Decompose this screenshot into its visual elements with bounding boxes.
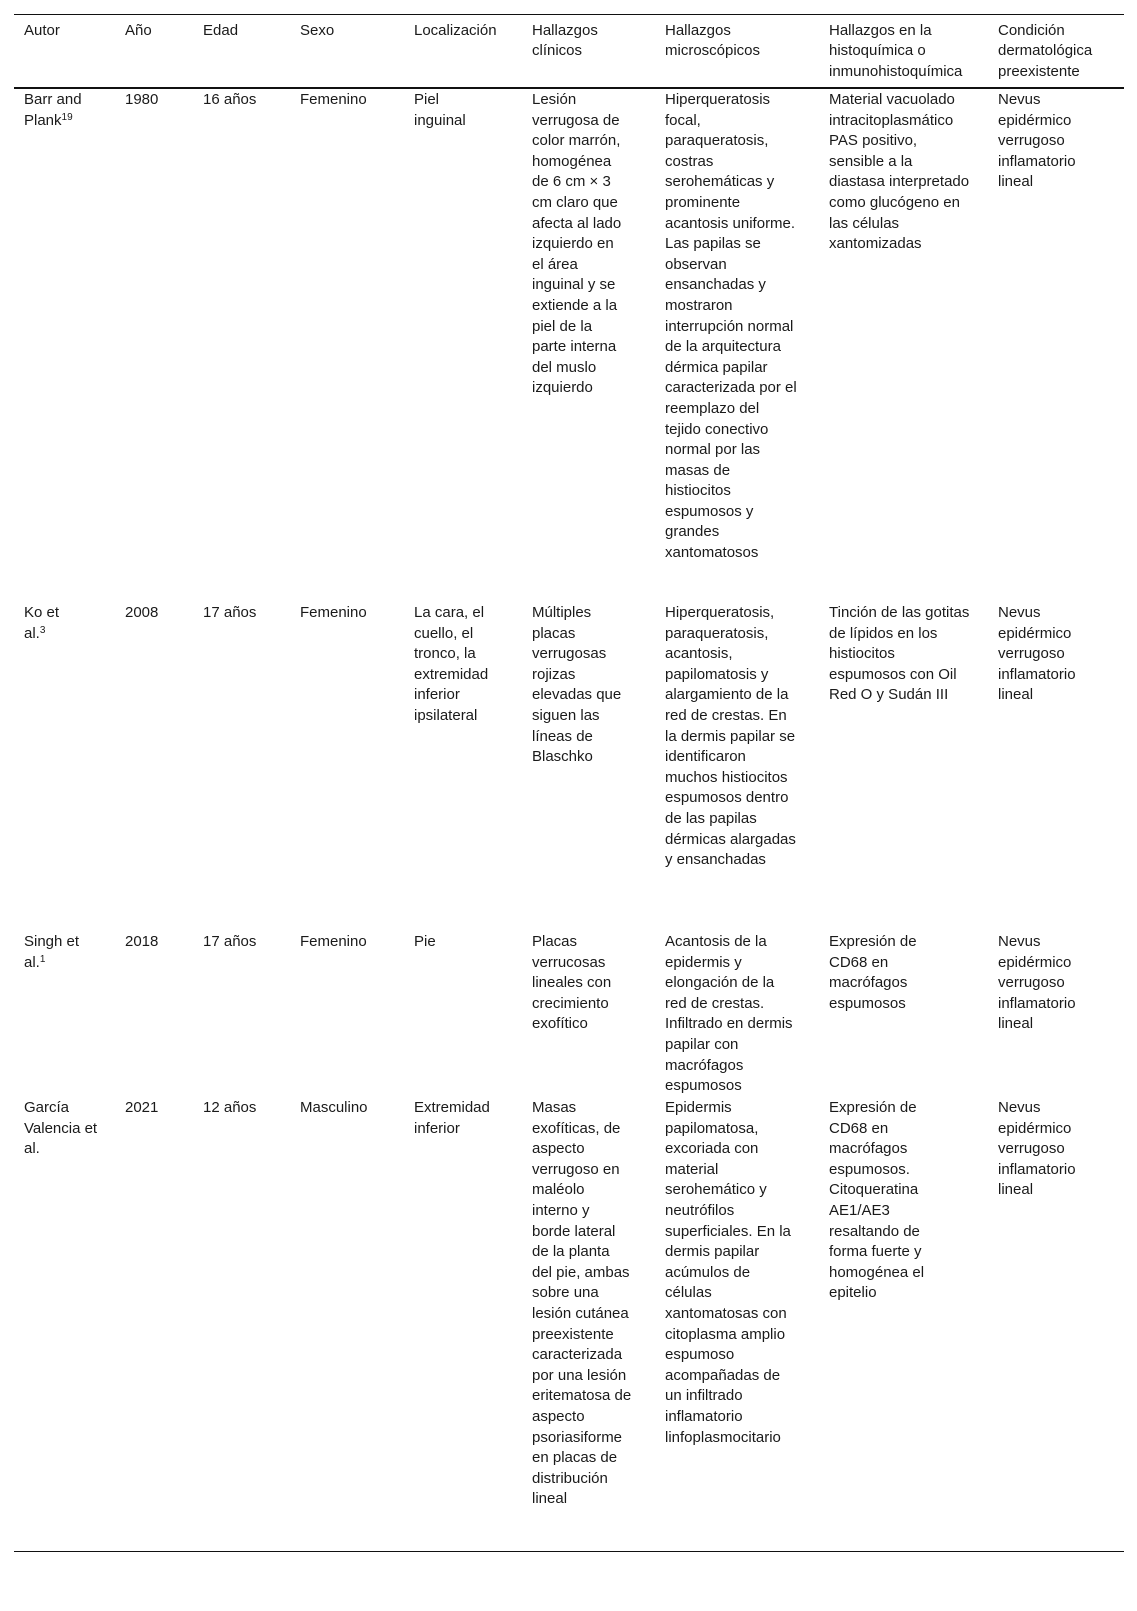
cell-ano: 2018: [125, 933, 159, 950]
cell-sexo: Femenino: [300, 91, 367, 108]
cell-hallazgos-histoquimica: Expresión de CD68 en macrófagos espumosos: [829, 933, 917, 1012]
header-localizacion: Localización: [414, 22, 497, 39]
cell-hallazgos-clinicos: Lesión verrugosa de color marrón, homogénea de 6 cm × 3 cm claro que afecta al lado izquierdo en el área inguinal y se extiende a la piel de la parte interna del muslo izquierdo: [532, 91, 622, 397]
header-condicion-preexistente: Condición dermatológica preexistente: [998, 22, 1093, 80]
cell-localizacion: Pie: [414, 933, 436, 950]
cell-sexo: Femenino: [300, 933, 367, 950]
cell-autor: [24, 603, 84, 644]
header-hallazgos-clinicos: Hallazgos clínicos: [532, 22, 598, 60]
author-name: Ko et al.: [24, 604, 60, 642]
cell-autor: [24, 1098, 104, 1160]
cell-hallazgos-microscopicos: Hiperqueratosis focal, paraqueratosis, costras serohemáticas y prominente acantosis uniforme. Las papilas se observan ensanchadas y mostraron interrupción normal de la arquitectura dérmica papilar caracterizada por el reemplazo del tejido conectivo normal por las masas de histiocitos espumosos y grandes xantomatosos: [665, 91, 797, 562]
header-autor: Autor: [24, 22, 60, 39]
cell-ano: 2021: [125, 1099, 159, 1116]
cell-sexo: Masculino: [300, 1099, 368, 1116]
cell-hallazgos-microscopicos: Acantosis de la epidermis y elongación de la red de crestas. Infiltrado en dermis papilar con macrófagos espumosos: [665, 933, 793, 1095]
cell-edad: 17 años: [203, 933, 257, 950]
cell-hallazgos-clinicos: Múltiples placas verrugosas rojizas elevadas que siguen las líneas de Blaschko: [532, 604, 622, 766]
cell-edad: 17 años: [203, 604, 257, 621]
cell-hallazgos-microscopicos: Hiperqueratosis, paraqueratosis, acantosis, papilomatosis y alargamiento de la red de crestas. En la dermis papilar se identificaron muchos histiocitos espumosos dentro de las papilas dérmicas alargadas y ensanchadas: [665, 604, 796, 869]
cell-hallazgos-clinicos: Placas verrucosas lineales con crecimiento exofítico: [532, 933, 612, 1033]
header-sexo: Sexo: [300, 22, 335, 39]
cell-edad: 16 años: [203, 91, 257, 108]
cell-hallazgos-microscopicos: Epidermis papilomatosa, excoriada con material serohemático y neutrófilos superficiales. En la dermis papilar acúmulos de células xantomatosas con citoplasma amplio espumoso acompañadas de un infiltrado inflamatorio linfoplasmocitario: [665, 1099, 791, 1446]
cell-localizacion: La cara, el cuello, el tronco, la extremidad inferior ipsilateral: [414, 604, 489, 724]
cell-hallazgos-histoquimica: Expresión de CD68 en macrófagos espumosos. Citoqueratina AE1/AE3 resaltando de forma fuerte y homogénea el epitelio: [829, 1099, 925, 1302]
cell-hallazgos-histoquimica: Tinción de las gotitas de lípidos en los histiocitos espumosos con Oil Red O y Sudán III: [829, 604, 970, 704]
cell-autor: [24, 90, 104, 131]
table-bottom-rule: [14, 1551, 1124, 1552]
header-edad: Edad: [203, 22, 239, 39]
cell-sexo: Femenino: [300, 604, 367, 621]
cell-condicion: Nevus epidérmico verrugoso inflamatorio lineal: [998, 1099, 1076, 1199]
cell-hallazgos-clinicos: Masas exofíticas, de aspecto verrugoso en maléolo interno y borde lateral de la planta del pie, ambas sobre una lesión cutánea preexistente caracterizada por una lesión eritematosa de aspecto psoriasiforme en placas de distribución lineal: [532, 1099, 632, 1508]
table-header-rule: [14, 87, 1124, 89]
reference-number: 1: [39, 953, 46, 965]
header-hallazgos-histoquimica: Hallazgos en la histoquímica o inmunohistoquímica: [829, 22, 963, 80]
cell-condicion: Nevus epidérmico verrugoso inflamatorio lineal: [998, 933, 1076, 1033]
cell-edad: 12 años: [203, 1099, 257, 1116]
table-header-row: [14, 14, 1124, 87]
reference-number: 3: [39, 624, 46, 636]
reference-number: 19: [61, 111, 73, 123]
cell-localizacion: Piel inguinal: [414, 91, 466, 129]
cell-autor: [24, 932, 99, 973]
cell-condicion: Nevus epidérmico verrugoso inflamatorio lineal: [998, 91, 1076, 191]
cell-hallazgos-histoquimica: Material vacuolado intracitoplasmático PAS positivo, sensible a la diastasa interpretado como glucógeno en las células xantomizadas: [829, 91, 970, 253]
header-hallazgos-microscopicos: Hallazgos microscópicos: [665, 22, 761, 60]
author-name: Barr and Plank: [24, 91, 82, 129]
cell-ano: 1980: [125, 91, 159, 108]
cell-condicion: Nevus epidérmico verrugoso inflamatorio lineal: [998, 604, 1076, 704]
header-ano: Año: [125, 22, 152, 39]
cell-ano: 2008: [125, 604, 159, 621]
author-name: Singh et al.: [24, 933, 80, 971]
cell-localizacion: Extremidad inferior: [414, 1099, 490, 1137]
author-name: García Valencia et al.: [24, 1099, 98, 1158]
